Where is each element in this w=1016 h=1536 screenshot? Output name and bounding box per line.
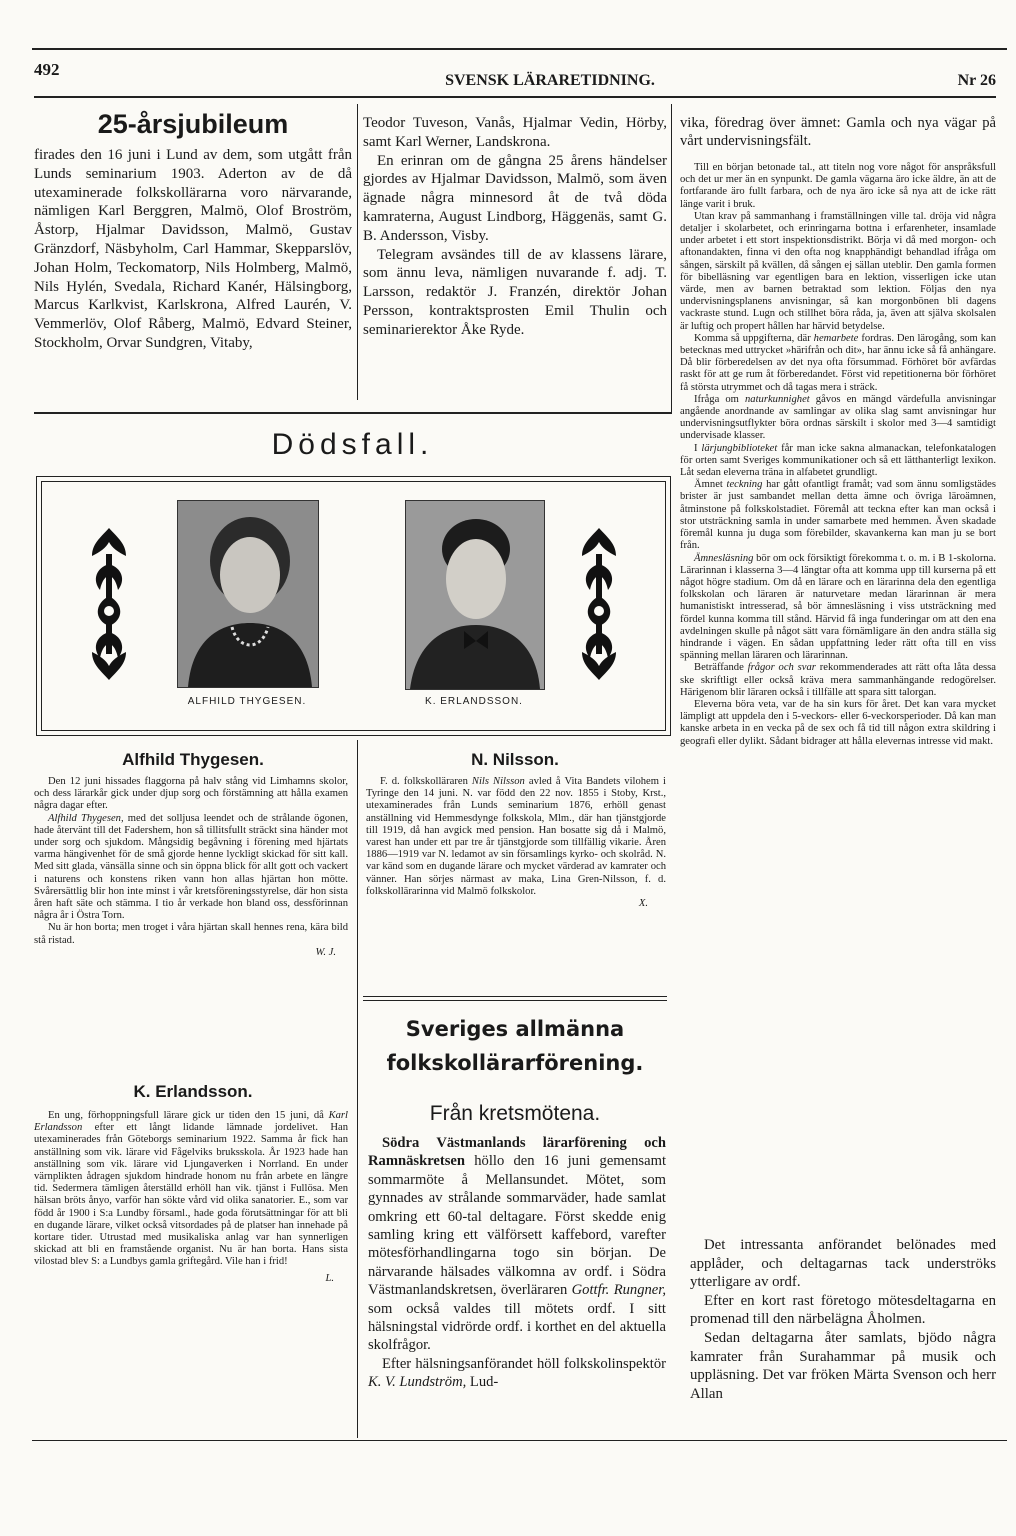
- thygesen-obituary: [34, 776, 348, 959]
- meetings-subtitle: Från kretsmötena.: [429, 1102, 601, 1125]
- association-title: Sveriges allmänna folkskollärarförening.: [386, 1017, 644, 1075]
- report-paragraph: Efter hälsningsanförandet höll folkskolinspektör K. V. Lundström, Lud-: [368, 1355, 666, 1391]
- erlandsson-obituary: [34, 1110, 348, 1285]
- jubilee-title: 25-årsjubileum: [97, 109, 289, 139]
- erlandsson-title: K. Erlandsson.: [133, 1082, 253, 1101]
- lecture-report: [680, 162, 996, 748]
- jubilee-column-2: [363, 114, 667, 340]
- column-rule: [671, 104, 672, 414]
- district-name: Södra Västmanlands lärarförening och Ramnäskretsen: [368, 1135, 666, 1170]
- report-paragraph: Sedan deltagarna åter samlats, bjödo några kamrater från Surahammar på musik och uppläsning. Det var fröken Märta Svenson och herr Allan: [690, 1329, 996, 1402]
- caption-alfhild-thygesen: ALFHILD THYGESEN.: [187, 696, 307, 707]
- obituary-name: Nils Nilsson: [471, 776, 525, 787]
- jubilee-column-1: [34, 146, 352, 353]
- page-number: 492: [34, 60, 60, 79]
- nilsson-title: N. Nilsson.: [471, 750, 559, 769]
- jubilee-paragraph: firades den 16 juni i Lund av dem, som utgått från Lunds seminarium 1903. Aderton av de då utexaminerade folkskollärarna voro närvarande, nämligen Karl Berggren, Malmö, Olof Broström, Åstorp, Hjalmar Davidsson, Malmö, Gustav Gränzdorf, Näsbyholm, Carl Hammar, Skepparslöv, Johan Holm, Teckomatorp, Nils Holmberg, Malmö, Nils Hylén, Svedala, Richard Kanér, Hälsingborg, Marcus Karlkvist, Karlskrona, Alfred Laurén, V. Vemmerlöv, Olof Råberg, Malmö, Edvard Steiner, Stockholm, Orvar Sundgren, Vitaby,: [34, 147, 352, 351]
- bottom-border: [32, 1440, 1007, 1441]
- meeting-conclusion: [690, 1236, 996, 1403]
- report-paragraph: Ifråga om naturkunnighet gåvos en mängd värdefulla anvisningar angående anordnande av samlingar av olika slag samt anvisningar hur undervisningsutflykter böra ordnas särskilt i skolor med 3—4 samtidigt undervisade klasser.: [680, 393, 997, 442]
- deaths-title: Dödsfall.: [271, 428, 434, 461]
- report-paragraph: Till en början betonade tal., att titeln nog vore något för anspråksfull och det ur mer än en synpunkt. De gamla vägarna äro icke äldre, än att de fortfarande äro fullt farbara, och de nya äro icke så nya att de icke rätt länge varit i bruk.: [680, 162, 996, 210]
- report-paragraph: Efter en kort rast företogo mötesdeltagarna en promenad till den närbelägna Åholmen.: [690, 1292, 996, 1328]
- obituary-paragraph: Alfhild Thygesen, med det solljusa leendet och de strålande ögonen, hade återvänt till det Fadershem, hon så tillitsfullt sträckt sina händer mot under sorg och sjukdom. Mångsidig begåvning i förening med hjärtats varma hängivenhet för de små gjorde henne lyckligt skickad för sitt kall. Med sitt glada, vänsälla sinne och sin öppna blick för allt gott och vackert i naturens och konstens riken vann hon allas hjärtan hon mötte. Svårersättlig blir hon inte minst i vår kretsföreningsstyrelse, där hon sista åren haft säte och stämma. I tio år verkade hon bland oss, dessförinnan några år i Östra Torn.: [34, 812, 348, 922]
- section-rule: [34, 412, 671, 414]
- obituary-paragraph: En ung, förhoppningsfull lärare gick ur tiden den 15 juni, då Karl Erlandsson efter ett långt lidande lämnade jordelivet. Han utexaminerades från Göteborgs seminarium 1922. Samma år fick han anställning som vik. lärare vid Fågelviks bruksskola. År 1923 hade han anställning som vik. lärare vid Ljungaverken i Norrland. En under värnplikten ådragen sjukdom hindrade honom nu från arbete en längre tid. Sedermera tämligen återställd erhöll han vik. tjänst i Fullösa. Men hälsan bröts ånyo, varför han sökte vård vid olika sanatorier. E., som var född år 1900 i S:a Lundby församl., hade goda förutsättningar för att bli en dugande lärare, vilket också vitsordades på de platser han innehade på kortare tider. Utrustad med musikaliska anlag var han synnerligen skickad att bli en framstående organist. Nu är han borta. Hans sista vilostad blev S: a Lundbys gamla griftegård. Vile han i frid!: [34, 1110, 348, 1268]
- report-paragraph: Utan krav på sammanhang i framställningen ville tal. dröja vid några detaljer i skolarbetet, och erinringarna bottna i erfarenheter, insamlade under arbetet i ett stort inspektionsdistrikt. Börja vi då med morgon- och aftonandakten, finna vi den ofta nog knapphändigt behandlad ifråga om sången, särskilt på kvällen, då sången ej sällan uteblir. Den gamla formen för bibelläsning var egentligen bara en lektion, visserligen icke utan värde, men av barnen betraktad som lektion. Följas den nya undervisningsplanens anvisningar, så kan morgonbönen bli dagens vackraste stund. Lugn och stillhet böra råda, ja, även att själva skolsalen är luftig och propert hållen har härvid betydelse.: [680, 210, 996, 332]
- journal-title: SVENSK LÄRARETIDNING.: [445, 72, 655, 89]
- report-paragraph: Eleverna böra veta, var de ha sin kurs för året. Det kan vara mycket lämpligt att uppdela den i 5-veckors- eller 6-veckorsperioder. Då kan man kanske arbeta in en vecka på de sex och få tid till någon extra skildring i geografi eller dylikt. Sådant bidrager att hålla elevernas intresse vid makt.: [680, 698, 996, 747]
- column-rule: [357, 740, 358, 1438]
- meetings-report: [368, 1134, 666, 1392]
- report-paragraph: Ämnet teckning har gått ofantligt framåt; vad som ännu somligstädes brister är just sambandet mellan detta ämne och övriga läroämnen, åtminstone på folkskolstadiet. Föremål att teckna efter kan man också i stor utsträckning samla in under samarbete med hemmen. Även skadade föremål kunna ju duga som förebilder, skavankerna kan man ju se bort från.: [680, 479, 996, 552]
- report-paragraph: I lärjungbiblioteket får man icke sakna almanackan, telefonkatalogen för orten samt Sveriges kommunikationer och så ett lätthanterligt lexikon. Låt sedan eleverna träna in alfabetet grundligt.: [680, 442, 996, 479]
- report-paragraph: Det intressanta anförandet belönades med applåder, och deltagarnas tack underströks ytterligare av ordf.: [690, 1237, 996, 1291]
- report-paragraph: Södra Västmanlands lärarförening och Ramnäskretsen höllo den 16 juni gemensamt sommarmöte å Mellansundet. Mötet, som gynnades av strålande sommarväder, hade samlat omkring ett 60-tal deltagare. Först skedde enig samling kring ett välförsett kaffebord, varefter mötesförhandlingarna togo sin början. De närvarande hälsades välkomna av ordf. i Södra Västmanlandskretsen, överläraren Gottfr. Rungner, som också valdes till mötets ordf. I sitt hälsningstal vidrörde ordf. i korthet en del aktuella skolfrågor.: [368, 1135, 666, 1354]
- column-rule: [357, 104, 358, 400]
- jubilee-paragraph: En erinran om de gångna 25 årens händelser gjordes av Hjalmar Davidsson, Malmö, som även ägnade några minnesord åt de två döda kamraterna, August Lindborg, Häggenäs, samt G. B. Andersson, Visby.: [363, 152, 667, 244]
- portrait-k-erlandsson: [405, 500, 545, 690]
- section-rule: [363, 996, 667, 997]
- header-rule: [34, 96, 996, 98]
- ornament-right-icon: [578, 524, 620, 684]
- report-paragraph: Beträffande frågor och svar rekommenderades att rätt ofta låta dessa ske skriftligt eller också kräva mera sammanhängande redogörelser. Härigenom blir läraren också i tillfälle att spara sitt talorgan.: [680, 662, 996, 698]
- obituary-name: Alfhild Thygesen,: [48, 812, 124, 824]
- nilsson-obituary: [366, 776, 666, 910]
- report-paragraph: Komma så uppgifterna, där hemarbete fordras. Den lärogång, som kan betecknas med uttrycket »härifrån och dit», har ännu icke så få anhängare. Då blir förberedelsen av det nya ofta försummad. Förhöret bör avfärdas raskt för att ge rum åt förberedandet. Först vid repetitionerna bör förhöret få största utrymmet och då tagas mera i sträck.: [680, 332, 996, 393]
- section-rule: [363, 1000, 667, 1001]
- signature: L.: [325, 1272, 334, 1284]
- ornament-left-icon: [88, 524, 130, 684]
- issue-number: Nr 26: [957, 72, 996, 89]
- obituary-paragraph: F. d. folkskolläraren Nils Nilsson avled å Vita Bandets vilohem i Tyringe den 14 juni. N. var född den 22 nov. 1855 i Stoby, Krst., utexaminerades från Lunds seminarium 1876, erhöll genast anställning vid Hemmesdynge folkskola, Mlm., där han tjänstgjorde till 1919, då han avgick med pension. Han bosatte sig då i Malmö, varest han under ett par tre år tjänstgjorde som tillfällig vikarie. Åren 1886—1919 var N. ledamot av sin församlings kyrko- och skolråd. N. var känd som en dugande lärare och mycket värderad av kamrater och vänner. Han sörjes närmast av maka, Lina Gren-Nilsson, f. d. folkskollärarinna vid Malmö folkskolor.: [366, 776, 666, 897]
- top-border: [32, 48, 1007, 50]
- signature: W. J.: [315, 946, 336, 958]
- portrait-alfhild-thygesen: [177, 500, 319, 688]
- lecture-intro: vika, föredrag över ämnet: Gamla och nya vägar på vårt undervisningsfält.: [680, 115, 996, 149]
- report-paragraph: Ämnesläsning bör om ock försiktigt förekomma t. o. m. i B 1-skolorna. Lärarinnan i klasserna 3—4 längtar ofta att komma upp till kurserna på ett något högre stadium. Om då en lärare och en lärarinna dela den egentliga folkskolan och läraren är naturvetare medan lärarinnan är mera humanistiskt intresserad, så bör ämnesläsning i viss utsträckning med fördel kunna komma till stånd. Härvid få inga funderingar om att den ena avdelningen skulle på något sätt vara förnämligare än den andra ställa sig hindrande i vägen. En sådan uppfattning leder rätt ofta till en viss spänning mellan läraren och lärarinnan.: [680, 552, 996, 662]
- caption-k-erlandsson: K. ERLANDSSON.: [425, 696, 523, 707]
- obituary-paragraph: Nu är hon borta; men troget i våra hjärtan skall hennes rena, kära bild stå ristad.: [34, 922, 348, 946]
- signature: X.: [638, 898, 648, 910]
- obituary-paragraph: Den 12 juni hissades flaggorna på halv stång vid Limhamns skolor, och dess lärarkår gick under djup sorg och förstämning att hålla examen några dagar efter.: [34, 776, 348, 812]
- thygesen-title: Alfhild Thygesen.: [122, 750, 264, 769]
- portrait-frame: [36, 476, 671, 736]
- jubilee-paragraph: Teodor Tuveson, Vanås, Hjalmar Vedin, Hörby, samt Karl Werner, Landskrona.: [363, 115, 667, 150]
- jubilee-paragraph: Telegram avsändes till de av klassens lärare, som ännu leva, nämligen nuvarande f. adj. T. Larsson, redaktör J. Franzén, direktör Johan Persson, kontraktsprosten Emil Thulin och seminarierektor Åke Ryde.: [363, 246, 667, 338]
- obituary-name: Karl Erlandsson: [34, 1110, 348, 1134]
